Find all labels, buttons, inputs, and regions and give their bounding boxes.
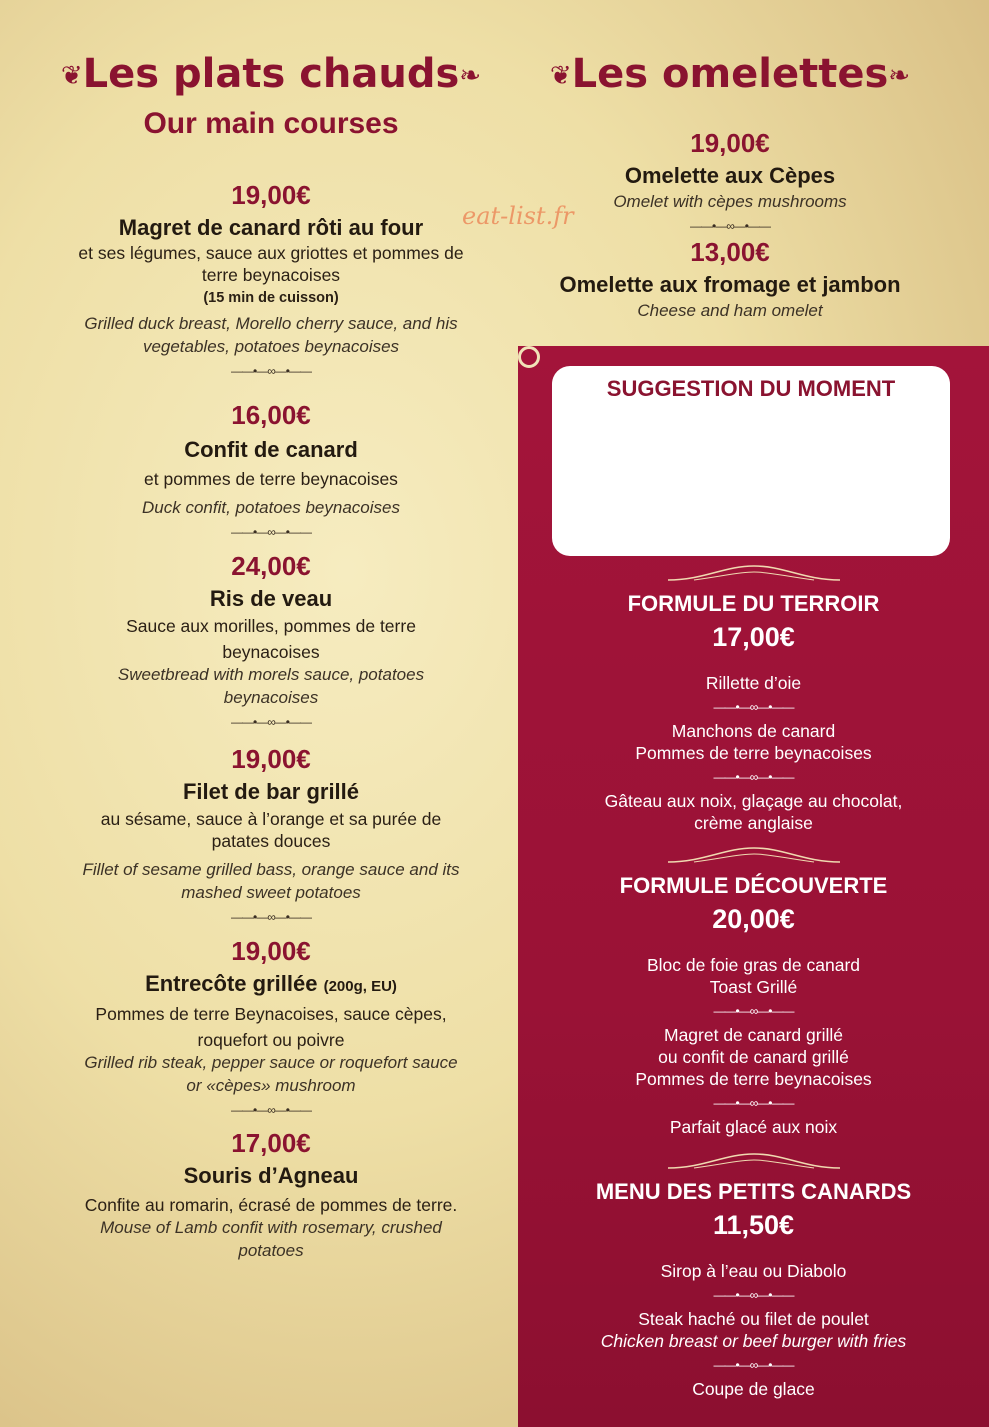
dish-souris-agneau: [40, 1128, 502, 1262]
omelette-item: [520, 237, 940, 322]
fleuron-left-icon: ❦: [60, 61, 83, 91]
formule-course: Sirop à l’eau ou Diabolo: [660, 1261, 847, 1281]
dish-entrecote: [40, 936, 502, 1121]
decorative-dot: [518, 346, 540, 368]
formule-course: ou confit de canard grillé: [658, 1047, 849, 1067]
formule-course: Magret de canard grillé: [664, 1025, 843, 1045]
separator-ornament: ——•—∞—•——: [713, 1096, 794, 1110]
dish-detail: beynacoises: [222, 642, 320, 662]
dish-english: Grilled duck breast, Morello cherry sauce, and his: [84, 314, 458, 333]
dish-detail: au sésame, sauce à l’orange et sa purée de: [100, 809, 442, 829]
separator-ornament: ——•—∞—•——: [231, 364, 311, 378]
omelettes-title: [520, 48, 940, 102]
dish-name: Magret de canard rôti au four: [118, 215, 424, 240]
separator-ornament: ——•—∞—•——: [713, 1004, 794, 1018]
formule-title: MENU DES PETITS CANARDS: [595, 1179, 912, 1204]
main-courses-section: [40, 48, 502, 1260]
fleuron-left-icon: ❦: [549, 61, 572, 91]
menu-petits-canards: [518, 1150, 989, 1400]
separator-ornament: ——•—∞—•——: [713, 770, 794, 784]
formule-title: FORMULE DU TERROIR: [627, 591, 880, 616]
omelette-price: 13,00€: [690, 237, 770, 267]
fleuron-right-icon: ❧: [459, 61, 482, 91]
dish-name: Filet de bar grillé: [182, 779, 360, 804]
dish-english: mashed sweet potatoes: [181, 883, 361, 902]
dish-filet-de-bar: [40, 744, 502, 928]
dish-english: Grilled rib steak, pepper sauce or roquefort sauce: [84, 1053, 458, 1072]
dish-name-text: Entrecôte grillée: [145, 971, 318, 996]
formule-course: Gâteau aux noix, glaçage au chocolat,: [604, 791, 903, 811]
formule-course: Pommes de terre beynacoises: [635, 1069, 872, 1089]
dish-detail: Pommes de terre Beynacoises, sauce cèpes,: [95, 1004, 447, 1024]
formule-course: Pommes de terre beynacoises: [635, 743, 872, 763]
formule-course: Coupe de glace: [692, 1379, 815, 1399]
omelettes-title-text: Les omelettes: [571, 51, 889, 97]
formule-title: FORMULE DÉCOUVERTE: [619, 873, 888, 898]
omelette-name: Omelette aux fromage et jambon: [559, 272, 901, 297]
formule-terroir: [518, 562, 989, 834]
dish-detail: et ses légumes, sauce aux griottes et pommes de: [78, 243, 464, 263]
dish-english: Fillet of sesame grilled bass, orange sauce and its: [82, 860, 460, 879]
dish-detail: Confite au romarin, écrasé de pommes de terre.: [84, 1195, 458, 1215]
dish-weight: (200g, EU): [323, 978, 397, 995]
formule-price: 20,00€: [712, 904, 795, 934]
dish-detail: terre beynacoises: [201, 265, 341, 285]
dish-detail: Sauce aux morilles, pommes de terre: [126, 616, 416, 636]
dish-english: vegetables, potatoes beynacoises: [142, 337, 400, 356]
dish-magret: [40, 180, 502, 382]
dish-detail: roquefort ou poivre: [197, 1030, 345, 1050]
dish-name: Confit de canard: [184, 437, 358, 462]
dish-cooking-time: (15 min de cuisson): [203, 290, 339, 306]
dish-price: 19,00€: [231, 180, 311, 210]
formule-course: crème anglaise: [694, 813, 813, 833]
separator-ornament: ——•—∞—•——: [690, 219, 770, 233]
omelette-name: Omelette aux Cèpes: [624, 163, 836, 188]
formule-course: Steak haché ou filet de poulet: [638, 1309, 869, 1329]
formule-course: Manchons de canard: [671, 721, 836, 741]
omelette-english: Omelet with cèpes mushrooms: [613, 192, 847, 211]
formule-course: Toast Grillé: [709, 977, 798, 997]
dish-price: 24,00€: [231, 551, 311, 581]
omelettes-section: [520, 48, 940, 322]
dish-price: 19,00€: [231, 936, 311, 966]
dish-price: 17,00€: [231, 1128, 311, 1158]
formule-price: 11,50€: [712, 1210, 795, 1240]
dish-name: Ris de veau: [209, 586, 333, 611]
dish-detail: patates douces: [211, 831, 331, 851]
dish-english: or «cèpes» mushroom: [186, 1076, 356, 1095]
separator-ornament: ——•—∞—•——: [231, 525, 311, 539]
omelette-english: Cheese and ham omelet: [637, 301, 823, 320]
dish-detail: et pommes de terre beynacoises: [144, 469, 398, 489]
swirl-divider-icon: [664, 562, 844, 584]
dish-confit: [40, 400, 502, 543]
omelette-price: 19,00€: [690, 128, 770, 158]
dish-english: beynacoises: [223, 688, 319, 707]
formule-course: Rillette d’oie: [705, 673, 802, 693]
main-courses-title-text: Les plats chauds: [82, 51, 460, 97]
main-courses-title: [40, 48, 502, 102]
watermark: eat-list.fr: [462, 202, 574, 230]
dish-price: 19,00€: [231, 744, 311, 774]
fleuron-right-icon: ❧: [888, 61, 911, 91]
dish-name: Souris d’Agneau: [183, 1163, 359, 1188]
swirl-divider-icon: [664, 844, 844, 866]
separator-ornament: ——•—∞—•——: [231, 1103, 311, 1117]
omelette-item: [520, 128, 940, 213]
swirl-divider-icon: [664, 1150, 844, 1172]
dish-name: [40, 970, 502, 1001]
dish-english: potatoes: [238, 1241, 304, 1260]
separator-ornament: ——•—∞—•——: [231, 715, 311, 729]
separator-ornament: ——•—∞—•——: [713, 1288, 794, 1302]
separator-ornament: ——•—∞—•——: [231, 910, 311, 924]
formule-decouverte: [518, 844, 989, 1138]
formule-course: Bloc de foie gras de canard: [646, 955, 861, 975]
dish-ris-de-veau: [40, 551, 502, 733]
formule-course-english: Chicken breast or beef burger with fries: [600, 1331, 907, 1351]
dish-english: Duck confit, potatoes beynacoises: [142, 498, 400, 517]
dish-english: Mouse of Lamb confit with rosemary, crushed: [100, 1218, 442, 1237]
dish-price: 16,00€: [231, 400, 311, 430]
suggestion-title: SUGGESTION DU MOMENT: [606, 376, 896, 401]
formule-course: Parfait glacé aux noix: [669, 1117, 838, 1137]
dish-english: Sweetbread with morels sauce, potatoes: [117, 665, 425, 684]
separator-ornament: ——•—∞—•——: [713, 1358, 794, 1372]
main-courses-subtitle: Our main courses: [143, 107, 399, 140]
suggestion-box: [552, 366, 950, 556]
separator-ornament: ——•—∞—•——: [713, 700, 794, 714]
formule-price: 17,00€: [712, 622, 795, 652]
